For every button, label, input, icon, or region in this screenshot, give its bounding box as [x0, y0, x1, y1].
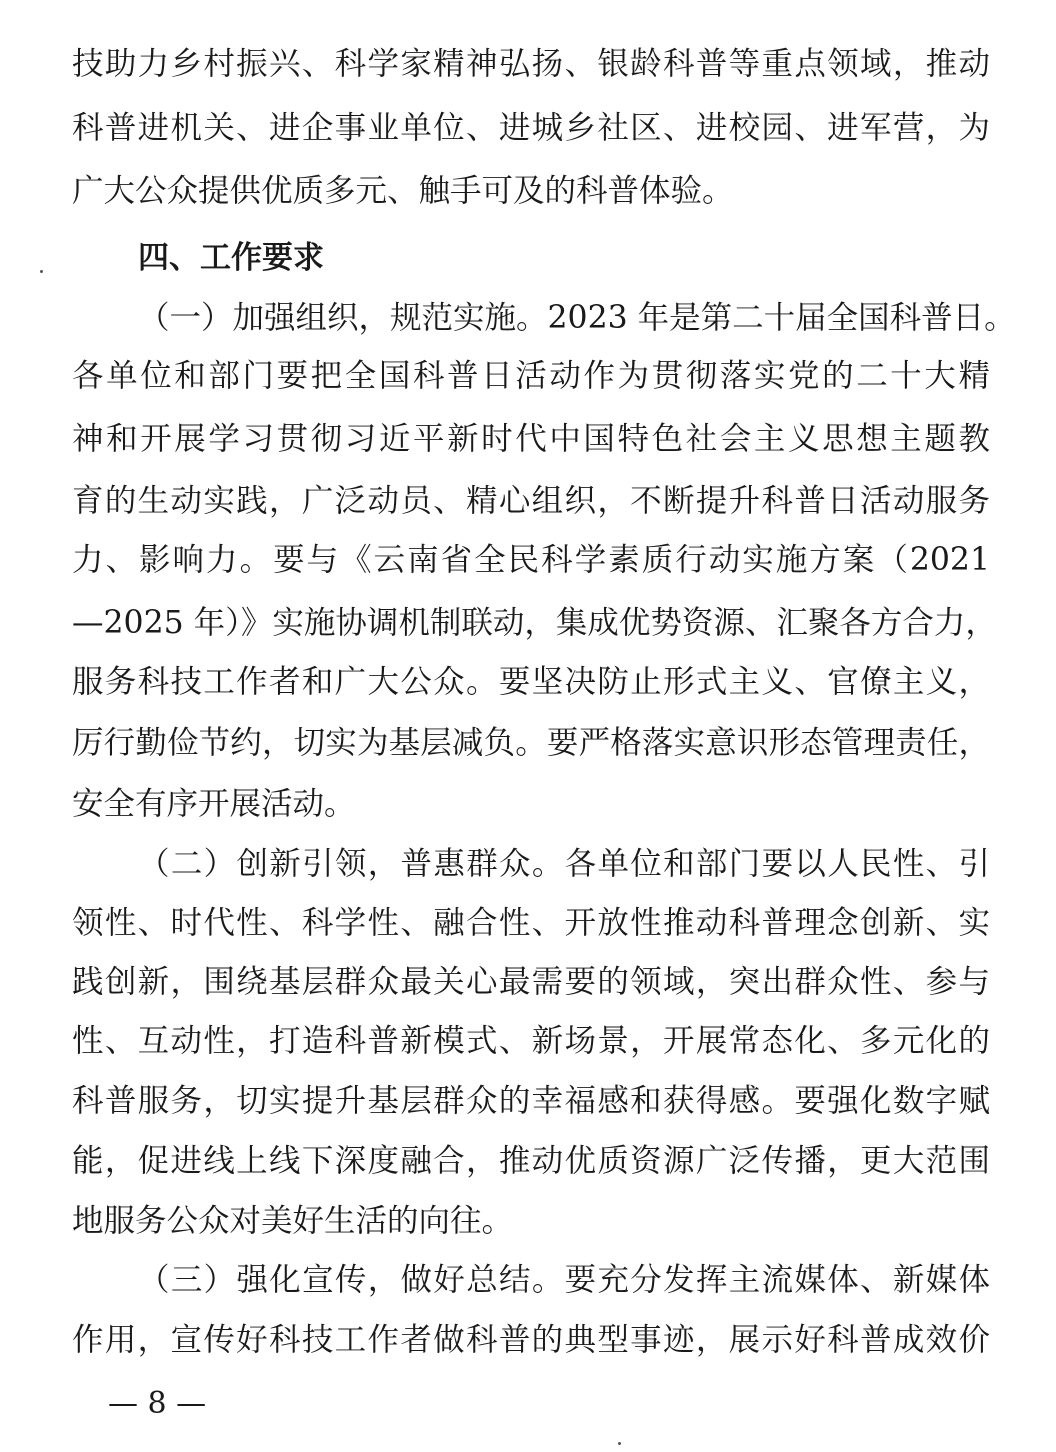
subsection-first-line: （三）强化宣传，做好总结。要充分发挥主流媒体、新媒体: [138, 1262, 990, 1298]
body-line: 力、影响力。要与《云南省全民科学素质行动实施方案（2021: [72, 542, 990, 578]
body-line: 领性、时代性、科学性、融合性、开放性推动科普理念创新、实: [72, 905, 990, 941]
subsection-first-line: （一）加强组织，规范实施。2023 年是第二十届全国科普日。: [138, 300, 1016, 336]
body-line: 能，促进线上线下深度融合，推动优质资源广泛传播，更大范围: [72, 1143, 990, 1179]
body-line: 作用，宣传好科技工作者做科普的典型事迹，展示好科普成效价: [72, 1322, 990, 1358]
body-line: 地服务公众对美好生活的向往。: [72, 1203, 514, 1239]
body-line: 安全有序开展活动。: [72, 786, 356, 822]
subsection-first-line: （二）创新引领，普惠群众。各单位和部门要以人民性、引: [138, 846, 990, 882]
page-number: — 8 —: [108, 1386, 207, 1421]
body-line: 性、互动性，打造科普新模式、新场景，开展常态化、多元化的: [72, 1023, 990, 1059]
body-line: 技助力乡村振兴、科学家精神弘扬、银龄科普等重点领域，推动: [72, 46, 990, 82]
body-line: —2025 年）》实施协调机制联动，集成优势资源、汇聚各方合力，: [72, 605, 997, 641]
body-line: 神和开展学习贯彻习近平新时代中国特色社会主义思想主题教: [72, 421, 990, 457]
scan-speck: [40, 270, 43, 273]
body-line: 厉行勤俭节约，切实为基层减负。要严格落实意识形态管理责任，: [72, 725, 990, 761]
body-line: 践创新，围绕基层群众最关心最需要的领域，突出群众性、参与: [72, 964, 990, 1000]
section-heading: 四、工作要求: [138, 240, 324, 276]
body-line: 各单位和部门要把全国科普日活动作为贯彻落实党的二十大精: [72, 358, 990, 394]
body-line: 科普服务，切实提升基层群众的幸福感和获得感。要强化数字赋: [72, 1083, 990, 1119]
body-line: 服务科技工作者和广大公众。要坚决防止形式主义、官僚主义，: [72, 664, 990, 700]
scan-speck: [618, 1442, 621, 1445]
body-line: 育的生动实践，广泛动员、精心组织，不断提升科普日活动服务: [72, 483, 990, 519]
body-line: 科普进机关、进企事业单位、进城乡社区、进校园、进军营，为: [72, 110, 990, 146]
body-line: 广大公众提供优质多元、触手可及的科普体验。: [72, 173, 734, 209]
